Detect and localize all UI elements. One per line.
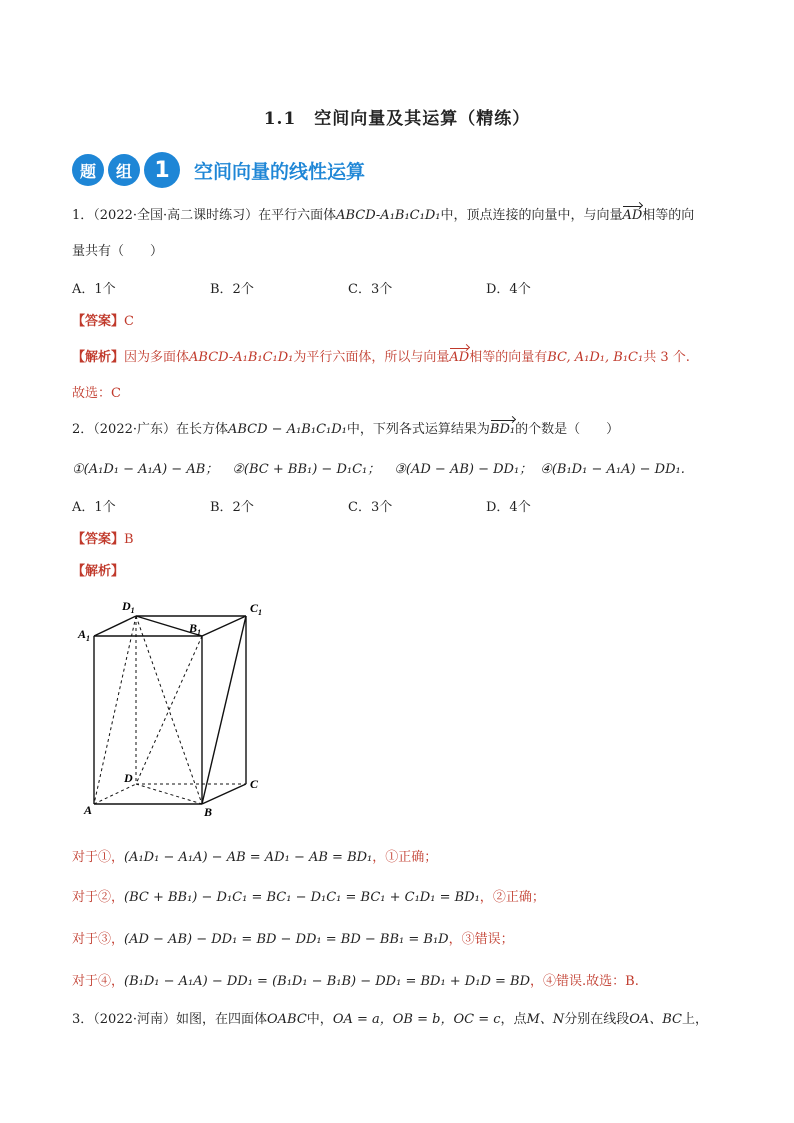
q1-stem-b: 中，顶点连接的向量中，与向量 <box>440 208 623 223</box>
q2-body: ABCD − A₁B₁C₁D₁ <box>228 422 347 437</box>
check-3-verdict: ③错误； <box>461 932 514 947</box>
q1-option-a: A．1个 <box>72 282 116 297</box>
check-2-lead: 对于②， <box>72 890 125 905</box>
edge-a1-d1 <box>94 616 136 636</box>
group-badge-zu: 组 <box>108 154 140 186</box>
q2-expr-2: ②(BC + BB₁) − D₁C₁； <box>232 462 381 477</box>
label-d1: $D_1$ <box>122 599 135 615</box>
q1-answer-tag: 【答案】 <box>72 314 125 329</box>
q1-answer-value: C <box>124 314 134 329</box>
label-c: C <box>250 777 259 791</box>
q1-stem-a: 1．（2022·全国·高二课时练习）在平行六面体 <box>72 208 337 223</box>
q1-analysis-a: 因为多面体 <box>124 350 190 365</box>
q2-analysis-tag <box>72 560 124 579</box>
q2-check-1 <box>72 846 437 865</box>
diag-d1-b-hidden <box>136 616 202 804</box>
q2-option-a: A．1个 <box>72 500 116 515</box>
label-c1: $C_1$ <box>250 601 263 617</box>
check-4-expr: (B₁D₁ − A₁A) − DD₁ = (B₁D₁ − B₁B) − DD₁ = BD₁ + D₁D = BD <box>124 974 530 989</box>
q1-stem-c: 相等的向 <box>642 208 695 223</box>
q1-stem-line2: 量共有（ ） <box>72 244 164 259</box>
q1-options <box>72 278 624 297</box>
q3-points: M、N <box>526 1012 565 1027</box>
check-3-lead: 对于③， <box>72 932 125 947</box>
q2-option-c: C．3个 <box>348 500 393 515</box>
q1-analysis-tag: 【解析】 <box>72 350 125 365</box>
check-2-expr: (BC + BB₁) − D₁C₁ = BC₁ − D₁C₁ = BC₁ + C₁D₁ = BD₁ <box>124 890 480 905</box>
q3-stem-b: 中， <box>306 1012 333 1027</box>
q3-stem-a: 3．（2022·河南）如图，在四面体 <box>72 1012 267 1027</box>
check-1-expr: (A₁D₁ − A₁A) − AB = AD₁ − AB = BD₁ <box>124 850 373 865</box>
label-b1: $B_1$ <box>189 621 202 637</box>
label-d: D <box>124 771 133 785</box>
q3-stem-c: ，点 <box>500 1012 527 1027</box>
check-1-sep: ， <box>372 850 386 865</box>
section-number: 1.1 <box>263 109 297 129</box>
edge-b-c1 <box>202 616 246 804</box>
q1-analysis-c: 相等的向量有 <box>469 350 548 365</box>
group-badge-number: 1 <box>144 152 180 188</box>
q2-vector: BD₁ <box>489 422 516 437</box>
q2-expressions <box>72 458 685 477</box>
q2-check-2 <box>72 886 545 905</box>
check-4-lead: 对于④， <box>72 974 125 989</box>
q1-vector: AD <box>622 208 643 223</box>
edge-a-d-hidden <box>94 784 136 804</box>
edge-b-c <box>202 784 246 804</box>
q2-expr-1: ①(A₁D₁ − A₁A) − AB； <box>72 462 219 477</box>
group-title: 空间向量的线性运算 <box>194 160 366 183</box>
section-title: 空间向量及其运算（精练） <box>314 109 531 129</box>
edge-b1-c1 <box>202 616 246 636</box>
q1-analysis-body: ABCD-A₁B₁C₁D₁ <box>189 350 294 365</box>
group-badge-ti: 题 <box>72 154 104 186</box>
q1-analysis <box>72 346 690 365</box>
check-1-verdict: ①正确； <box>385 850 438 865</box>
q2-stem-c: 的个数是（ ） <box>515 422 620 437</box>
q2-answer-value: B <box>124 532 134 547</box>
q1-answer <box>72 310 134 329</box>
q2-expr-4: ④(B₁D₁ − A₁A) − DD₁. <box>540 462 685 477</box>
group-header <box>72 150 365 190</box>
q2-option-b: B．2个 <box>210 500 254 515</box>
q2-check-4 <box>72 970 639 989</box>
q2-option-d: D．4个 <box>486 500 531 515</box>
label-a: A <box>84 803 93 817</box>
check-3-sep: ， <box>448 932 462 947</box>
q3-stem-d: 分别在线段 <box>564 1012 630 1027</box>
q2-stem <box>72 418 619 437</box>
q2-expr-3: ③(AD − AB) − DD₁； <box>394 462 533 477</box>
check-1-lead: 对于①， <box>72 850 125 865</box>
check-4-sep: ， <box>530 974 544 989</box>
q3-equations: OA = a，OB = b，OC = c <box>332 1012 501 1027</box>
q1-analysis-b: 为平行六面体，所以与向量 <box>293 350 450 365</box>
check-2-sep: ， <box>479 890 493 905</box>
check-4-verdict: ④错误.故选：B. <box>543 974 639 989</box>
q2-options <box>72 496 624 515</box>
q1-analysis-list: BC, A₁D₁, B₁C₁ <box>547 350 644 365</box>
q3-segments: OA、BC <box>629 1012 683 1027</box>
label-b: B <box>204 805 213 818</box>
page-title <box>0 104 794 129</box>
q1-option-d: D．4个 <box>486 282 531 297</box>
q1-choose: 故选：C <box>72 386 121 401</box>
q3-stem-e: 上， <box>682 1012 709 1027</box>
check-3-expr: (AD − AB) − DD₁ = BD − DD₁ = BD − BB₁ = B₁D <box>124 932 449 947</box>
q1-option-b: B．2个 <box>210 282 254 297</box>
q1-option-c: C．3个 <box>348 282 393 297</box>
q3-body: OABC <box>267 1012 307 1027</box>
q3-stem <box>72 1008 708 1027</box>
q1-analysis-d: 共 3 个. <box>643 350 690 365</box>
q2-answer <box>72 528 134 547</box>
q1-analysis-vector: AD <box>449 350 470 365</box>
label-a1: $A_1$ <box>78 627 91 643</box>
edge-d-b-hidden <box>136 784 202 804</box>
diag-b1-d-hidden <box>136 636 202 784</box>
q1-stem <box>72 204 694 223</box>
q1-body: ABCD-A₁B₁C₁D₁ <box>336 208 441 223</box>
q2-stem-b: 中，下列各式运算结果为 <box>346 422 490 437</box>
q2-stem-a: 2．（2022·广东）在长方体 <box>72 422 228 437</box>
check-2-verdict: ②正确； <box>492 890 545 905</box>
prism-figure <box>72 596 272 818</box>
q2-answer-tag: 【答案】 <box>72 532 125 547</box>
q2-check-3 <box>72 928 514 947</box>
q2-analysis-label: 【解析】 <box>72 564 125 579</box>
